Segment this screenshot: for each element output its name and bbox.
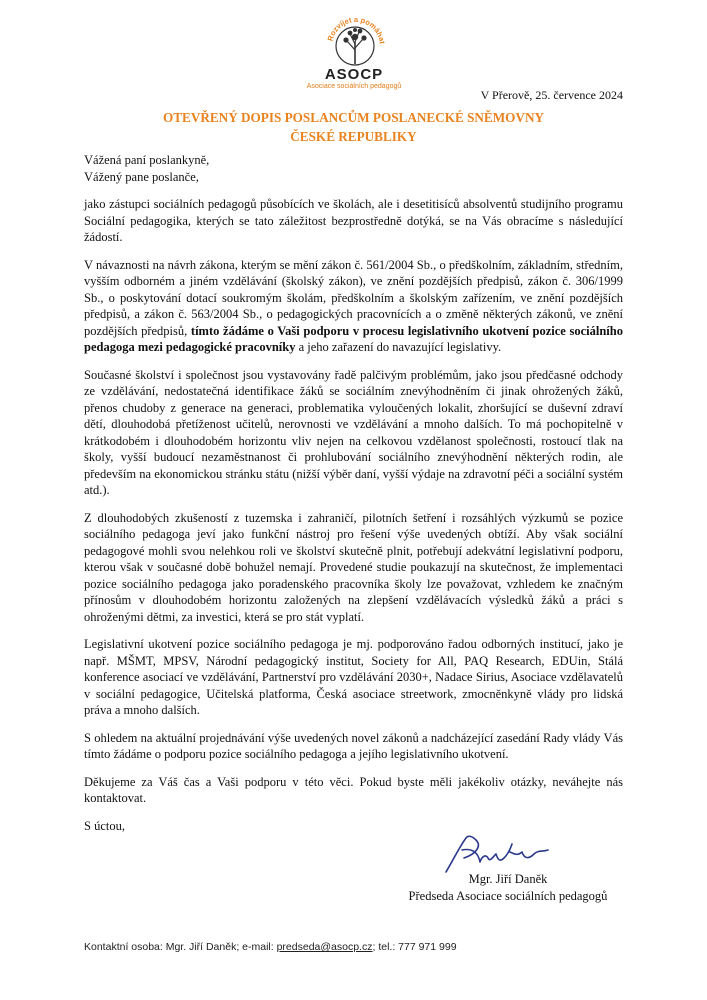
asocp-logo: [306, 8, 402, 98]
signatory-role: Předseda Asociace sociálních pedagogů: [408, 888, 608, 903]
letter-body: [84, 152, 623, 834]
greeting-line-2: Vážený pane poslanče,: [84, 169, 199, 184]
footer-prefix: Kontaktní osoba: Mgr. Jiří Daněk; e-mail:: [84, 941, 277, 953]
svg-text:Rozvíjet a pomáhat: Rozvíjet a pomáhat: [325, 14, 387, 45]
tree-in-circle-icon: [306, 8, 402, 68]
title-line-1: OTEVŘENÝ DOPIS POSLANCŮM POSLANECKÉ SNĚMOVNY: [162, 110, 544, 125]
greeting: [84, 152, 623, 185]
greeting-line-1: Vážená paní poslankyně,: [84, 153, 210, 167]
request-text-start: V návaznosti na návrh zákona, kterým se mění zákon č. 561/2004 Sb., o předškolním, základním, středním, vyšším odborném a jiném vzdělávání (školský zákon), ve znění pozdějších předpisů, zákon č. 306/1999 Sb., o poskytování dotací soukromým školám, předškolním a školským zařízením, ve znění pozdějších předpisů, a zákon č. 563/2004 Sb., o pedagogických pracovnících a o změně některých zákonů, ve znění pozdějších předpisů,: [84, 257, 623, 338]
signatory: [398, 871, 618, 904]
letter-date: V Přerově, 25. července 2024: [480, 88, 623, 102]
footer-suffix: ; tel.: 777 971 999: [372, 941, 457, 953]
footer-email-link[interactable]: predseda@asocp.cz: [276, 941, 373, 953]
paragraph-problems: Současné školství i společnost jsou vystavovány řadě palčivým problémům, jako jsou předčasné odchody ze vzdělávání, nedostatečná identifikace žáků se sociálním znevýhodněním či jinak ohrožených žáků, přenos chudoby z generace na generaci, problematika vyloučených lokalit, zhoršující se duševní zdraví dětí, dlouhodobá přetíženost učitelů, nerovnosti ve vzdělávání a mnoho dalších. To má pochopitelně v krátkodobém i dlouhodobém horizontu vliv nejen na celkovou vzdělanost společnosti, rostoucí tlak na školy, vyšší budoucí nezaměstnanost či prohlubování sociálního znevýhodnění některých rodin, ale především na ekonomickou stránku státu (nižší výběr daní, vyšší výdaje na zdravotní péči a sociální systém atd.).: [84, 367, 623, 497]
logo-name: ASOCP: [324, 66, 384, 83]
request-text-end: a jeho zařazení do navazující legislativy.: [295, 340, 502, 354]
letter-title: [80, 108, 627, 146]
paragraph-thanks: Děkujeme za Váš čas a Vaši podporu v této věci. Pokud byste měli jakékoliv otázky, neváhejte nás kontaktovat.: [84, 774, 623, 805]
closing: S úctou,: [84, 818, 125, 833]
title-line-2: ČESKÉ REPUBLIKY: [290, 129, 417, 144]
paragraph-experience: Z dlouhodobých zkušeností z tuzemska i zahraničí, pilotních šetření i rozsáhlých výzkumů se pozice sociálního pedagoga jeví jako funkční nástroj pro řešení výše uvedených obtíží. Aby však sociální pedagogové mohli svou nelehkou roli ve školství skutečně plnit, potřebují adekvátní legislativní podporu, kterou však v současné době bohužel nemají. Provedené studie poukazují na skutečnost, že implementaci pozice sociálního pedagoga jako poradenského pracovníka školy lze považovat, vzhledem ke značným přínosům v dlouhodobém horizontu založených na zlepšení vzdělávacích výsledků žáků a práci s ohroženými dětmi, za investici, která se pro stát vyplatí.: [84, 510, 623, 624]
paragraph-request: [84, 257, 623, 356]
paragraph-supporters: Legislativní ukotvení pozice sociálního pedagoga je mj. podporováno řadou odborných institucí, jako je např. MŠMT, MPSV, Národní pedagogický institut, Society for All, PAQ Research, EDUin, Stálá konference asociací ve vzdělávání, Partnerství pro vzdělávání 2030+, Nadace Sirius, Asociace vzdělavatelů v sociální pedagogice, Učitelská platforma, Česká asociace streetwork, zmocněnkyně vlády pro lidská práva a mnoho dalších.: [84, 637, 623, 717]
paragraph-appeal: S ohledem na aktuální projednávání výše uvedených novel zákonů a nadcházející zasedání Rady vlády Vás tímto žádáme o podporu pozice sociálního pedagoga a jejího legislativního ukotvení.: [84, 730, 623, 761]
paragraph-intro: jako zástupci sociálních pedagogů působících ve školách, ale i desetitisíců absolventů studijního programu Sociální pedagogika, kterých se tato záležitost bezprostředně dotýká, se na Vás obracíme s následující žádostí.: [84, 197, 623, 244]
request-text-bold: tímto žádáme o Vaši podporu v procesu legislativního ukotvení pozice sociálního pedagoga mezi pedagogické pracovníky: [84, 323, 623, 354]
logo-subtitle: Asociace sociálních pedagogů: [306, 83, 402, 90]
footer-contact: [84, 941, 457, 953]
signatory-name: Mgr. Jiří Daněk: [468, 872, 548, 886]
